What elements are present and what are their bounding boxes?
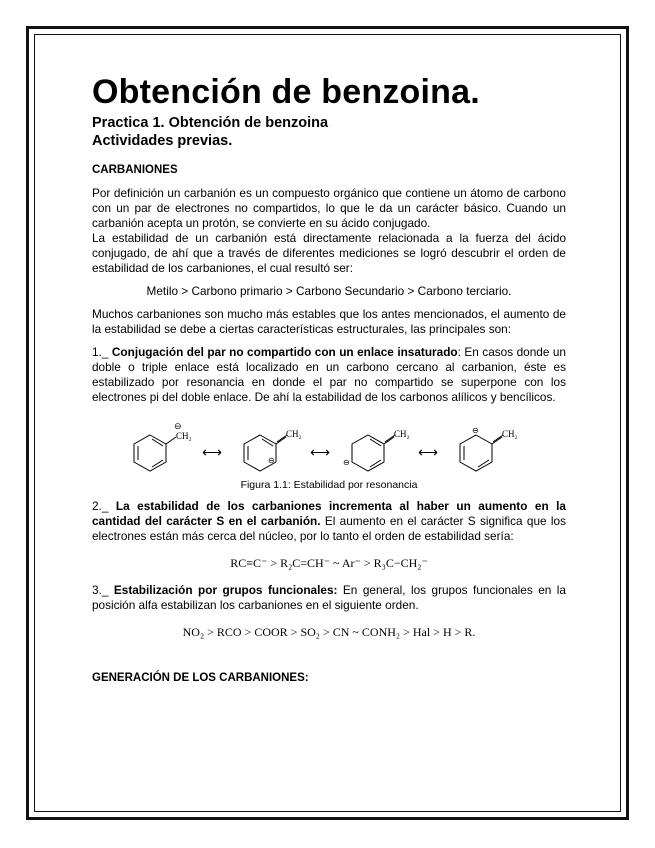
item-body: : En casos donde un doble o triple enlace está localizado en un carbono cercano al carbanion, éste es estabilizado por resonancia en donde el par no compartido se superpone con los electrones pi del doble enlace. De ahí la estabilidad de los carbonos alílicos y bencílicos. xyxy=(92,345,566,404)
item-body: En general, los grupos funcionales en la posición alfa estabilizan los carbaniones en el siguiente orden. xyxy=(92,583,566,612)
item-functional-groups xyxy=(92,583,566,613)
page-title: Obtención de benzoina. xyxy=(92,73,480,111)
resonance-structures-svg xyxy=(92,415,566,475)
formula-functional-groups: NO₂ > RCO > COOR > SO₂ > CN ~ CONH₂ > Hal > H > R. xyxy=(182,625,476,639)
figure-caption: Figura 1.1: Estabilidad por resonancia xyxy=(240,479,418,491)
item-number: 2._ xyxy=(92,499,109,513)
svg-text:CH₂: CH₂ xyxy=(502,429,518,439)
paragraph-stability: La estabilidad de un carbanión está directamente relacionada a la fuerza del ácido conjugado, de ahí que a través de diferentes mediciones se logró descubrir el orden de estabilidad de los carbaniones, el cual resultó ser: xyxy=(92,231,566,275)
svg-text:CH₂: CH₂ xyxy=(176,431,192,441)
svg-text:⊖: ⊖ xyxy=(343,458,350,467)
item-bold-title: Estabilización por grupos funcionales: xyxy=(113,583,338,597)
section-heading-generation: GENERACIÓN DE LOS CARBANIONES: xyxy=(92,672,309,684)
resonance-arrow-1: ⟷ xyxy=(202,446,223,461)
item-number: 3._ xyxy=(92,583,109,597)
svg-text:⊖: ⊖ xyxy=(268,456,275,465)
svg-text:⊖: ⊖ xyxy=(472,426,479,435)
paragraph-definition: Por definición un carbanión es un compuesto orgánico que contiene un átomo de carbono con un par de electrones no compartidos, lo que le da un carácter básico. Cuando un carbanión acepta un protón, se convierte en su ácido conjugado. xyxy=(92,186,566,230)
resonance-arrow-3: ⟷ xyxy=(418,446,439,461)
item-bold-title: La estabilidad de los carbaniones incrementa al haber un aumento en la cantidad del carácter S en el carbanión. xyxy=(92,499,566,528)
benzyl-structure-2 xyxy=(244,429,302,471)
stability-order: Metilo > Carbono primario > Carbono Secundario > Carbono terciario. xyxy=(146,284,512,298)
resonance-arrow-2: ⟷ xyxy=(310,446,331,461)
benzyl-structure-3 xyxy=(343,429,410,471)
svg-text:CH₂: CH₂ xyxy=(286,429,302,439)
benzyl-structure-1 xyxy=(134,421,192,471)
formula-s-character: RC≡C⁻ > R₂C=CH⁻ ~ Ar⁻ > R₃C−CH₂⁻ xyxy=(230,556,428,570)
item-body: El aumento en el carácter S significa que los electrones están más cerca del núcleo, por lo tanto el orden de estabilidad sería: xyxy=(92,514,566,543)
section-heading-carbaniones: CARBANIONES xyxy=(92,164,178,176)
paragraph-structural: Muchos carbaniones son mucho más estables que los antes mencionados, el aumento de la estabilidad se debe a ciertas características estructurales, las principales son: xyxy=(92,307,566,336)
item-number: 1._ xyxy=(92,345,109,359)
benzyl-structure-4 xyxy=(460,426,518,471)
item-conjugation xyxy=(92,345,566,405)
item-s-character xyxy=(92,499,566,544)
subtitle-activities: Actividades previas. xyxy=(92,133,233,149)
svg-text:⊖: ⊖ xyxy=(174,421,182,431)
resonance-figure xyxy=(92,415,566,475)
document-content xyxy=(92,70,566,694)
svg-text:CH₂: CH₂ xyxy=(394,429,410,439)
subtitle-practice: Practica 1. Obtención de benzoina xyxy=(92,115,329,131)
item-bold-title: Conjugación del par no compartido con un enlace insaturado xyxy=(111,345,458,359)
